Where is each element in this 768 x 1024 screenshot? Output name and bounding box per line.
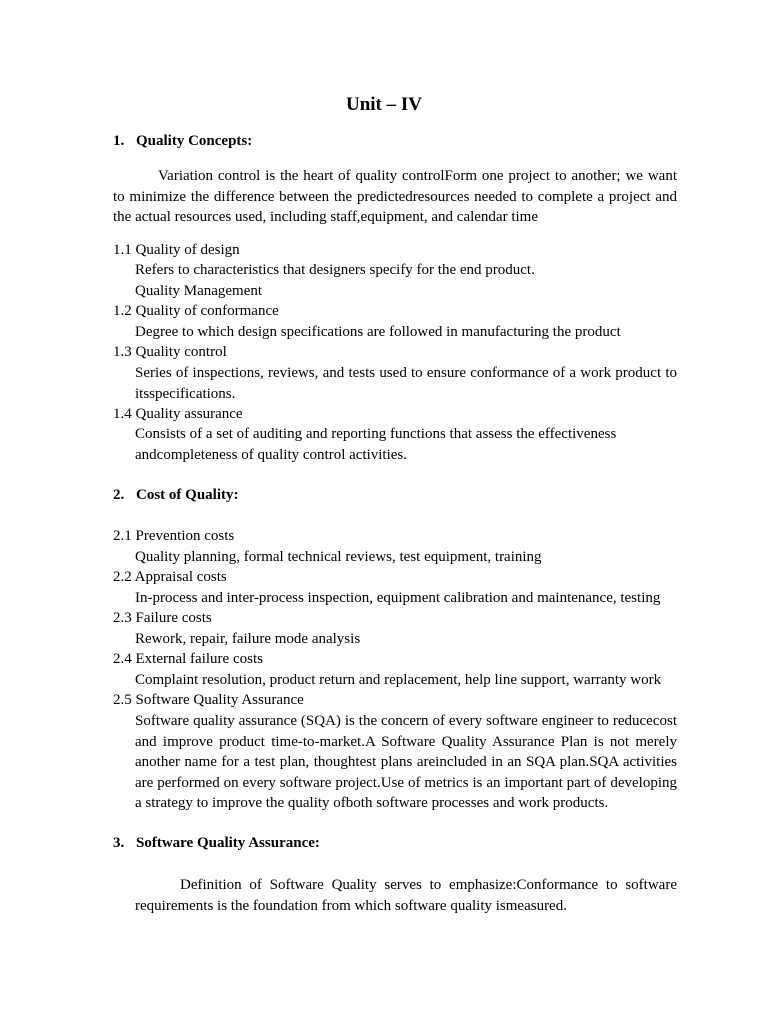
section-number: 3. — [113, 835, 125, 851]
subsection-label: 2.3 Failure costs — [113, 610, 212, 626]
section-number: 2. — [113, 487, 125, 503]
paragraph-text: Variation control is the heart of quality controlForm one project to another; we want to minimize the difference between the predictedresources needed to complete a project and the actual resources used, including staff,equipment, and calendar time — [113, 168, 677, 225]
subsection-label: 2.5 Software Quality Assurance — [113, 692, 304, 708]
subsection-label: 1.1 Quality of design — [113, 242, 240, 258]
definition-paragraph — [135, 875, 677, 916]
subsection-description: In-process and inter-process inspection, equipment calibration and maintenance, testing — [135, 590, 661, 606]
subsection-label: 1.3 Quality control — [113, 344, 227, 360]
section-title: Quality Concepts: — [136, 133, 253, 149]
subsection-description: Refers to characteristics that designers specify for the end product. — [135, 262, 535, 278]
subsection-label: 2.1 Prevention costs — [113, 528, 235, 544]
section-title: Software Quality Assurance: — [136, 835, 320, 851]
subsection-description: Quality planning, formal technical reviews, test equipment, training — [135, 549, 542, 565]
section-heading-software-quality-assurance — [113, 833, 320, 854]
subsection-description: Software quality assurance (SQA) is the concern of every software engineer to reducecost and improve product time-to-market.A Software Quality Assurance Plan is not merely another name for a test plan, thoughtest plans areincluded in an SQA plan.SQA activities are performed on every software project.Use of metrics is an important part of developing a strategy to improve the quality ofboth software processes and work products. — [135, 713, 677, 811]
section-number: 1. — [113, 133, 125, 149]
section-intro-paragraph — [113, 166, 677, 228]
subsection-extra: Quality Management — [135, 283, 263, 299]
subsection-label: 2.4 External failure costs — [113, 651, 263, 667]
subsection-label: 2.2 Appraisal costs — [113, 569, 227, 585]
subsection-description: Rework, repair, failure mode analysis — [135, 631, 361, 647]
subsection-description: Series of inspections, reviews, and tests used to ensure conformance of a work product to itsspecifications. — [135, 365, 677, 402]
subsection-description: Complaint resolution, product return and replacement, help line support, warranty work — [135, 672, 662, 688]
section-heading-quality-concepts — [113, 131, 252, 152]
subsection-description: Degree to which design specifications are followed in manufacturing the product — [135, 324, 621, 340]
subsection-label: 1.4 Quality assurance — [113, 406, 243, 422]
subsection-label: 1.2 Quality of conformance — [113, 303, 279, 319]
section-title: Cost of Quality: — [136, 487, 239, 503]
paragraph-text: Definition of Software Quality serves to emphasize:Conformance to software requirements is the foundation from which software quality ismeasured. — [135, 877, 677, 914]
subsection-description: Consists of a set of auditing and reporting functions that assess the effectiveness andcompleteness of quality control activities. — [135, 426, 617, 463]
page-title: Unit – IV — [345, 94, 422, 115]
section-heading-cost-of-quality — [113, 485, 239, 506]
